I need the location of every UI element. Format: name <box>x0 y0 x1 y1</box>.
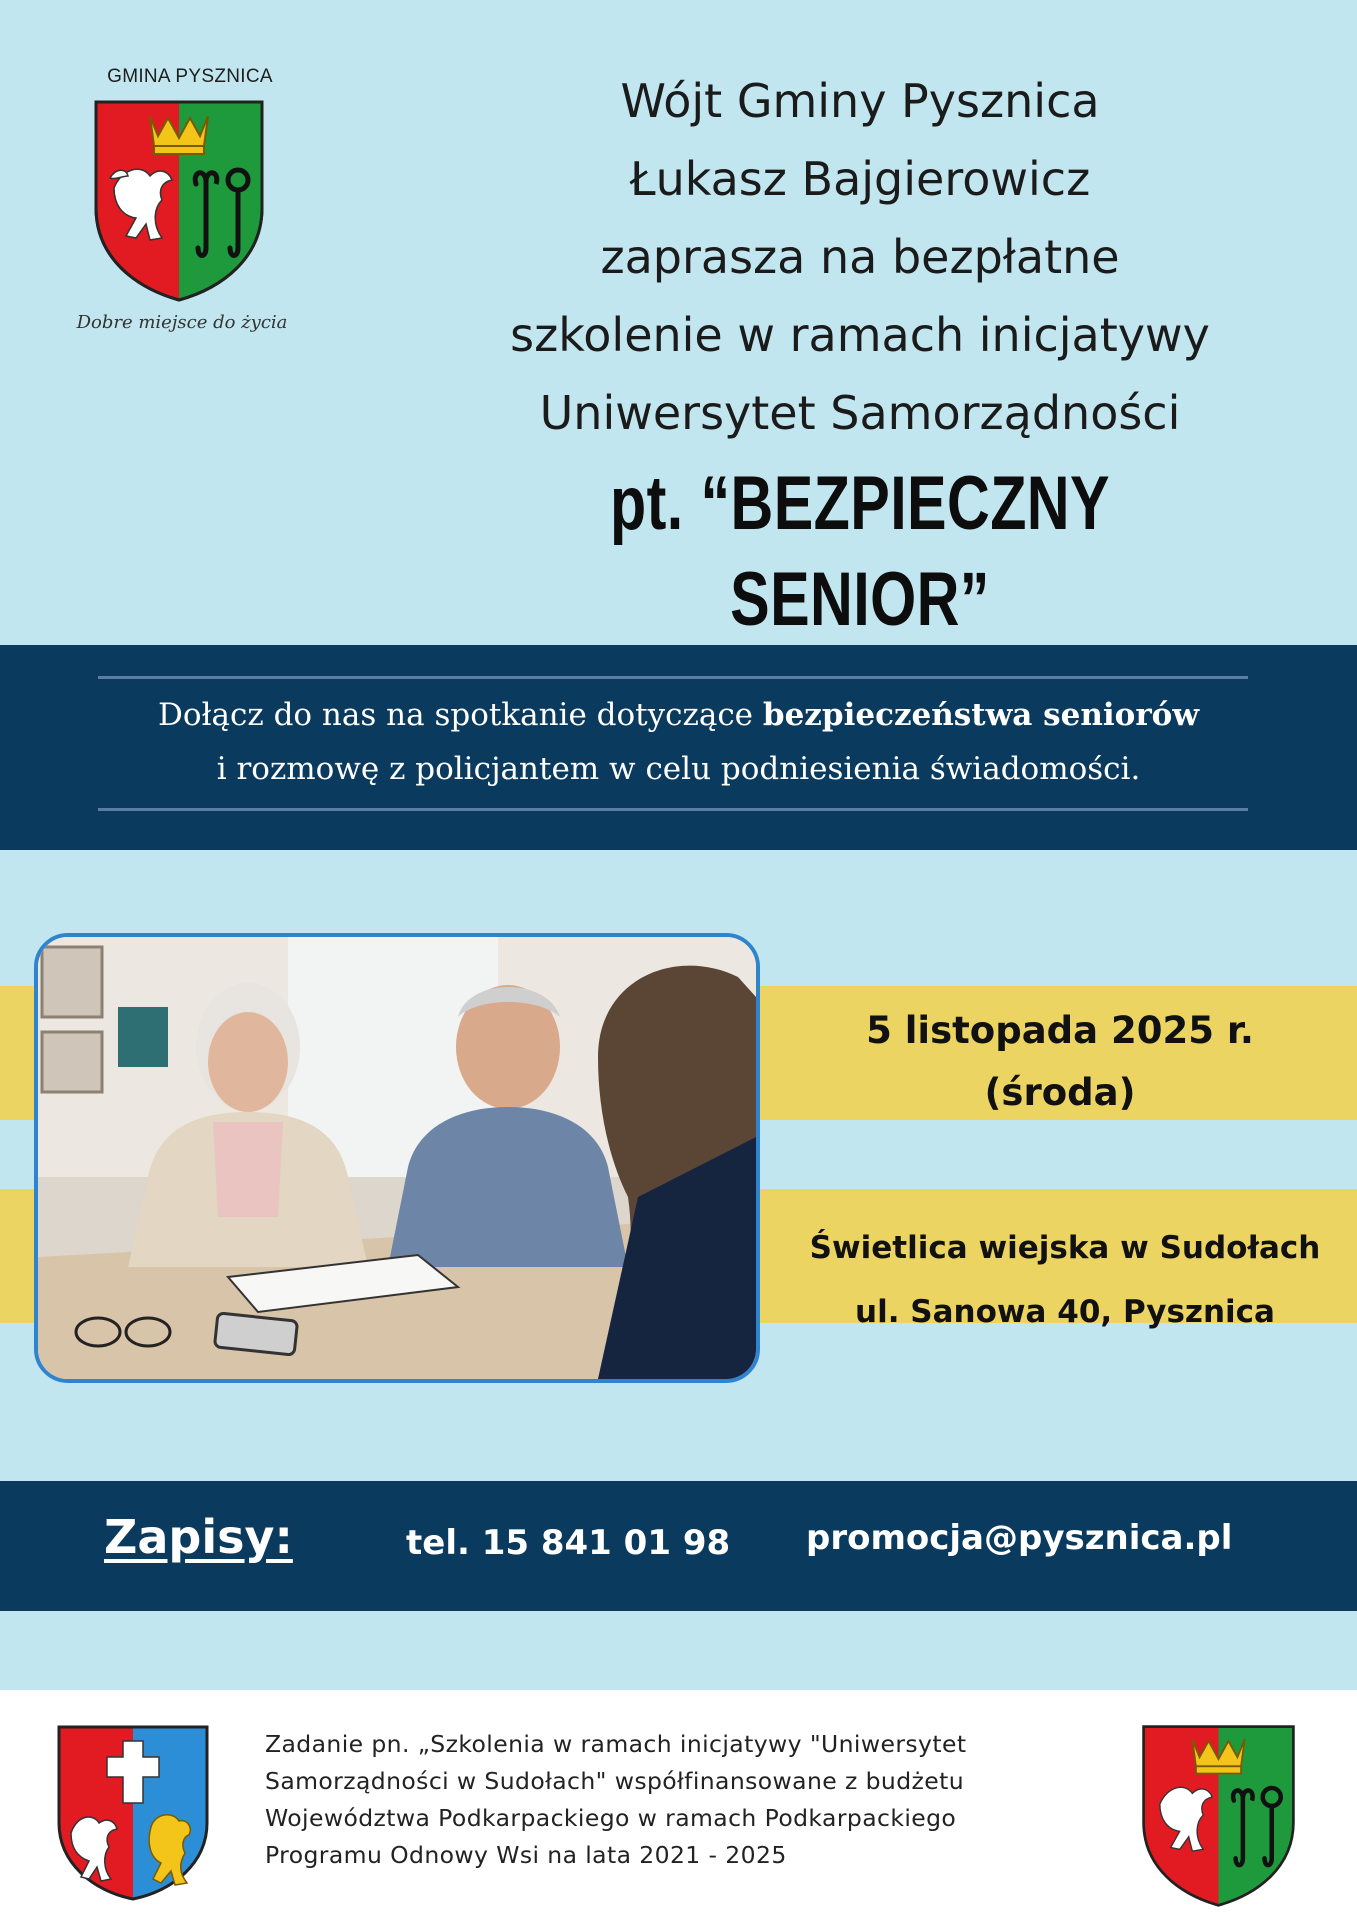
heading-line-3: zaprasza na bezpłatne <box>600 230 1120 284</box>
podkarpackie-crest-icon <box>55 1723 211 1903</box>
funding-note-line-3: Województwa Podkarpackiego w ramach Podkarpackiego <box>265 1804 957 1832</box>
contact-phone[interactable]: tel. 15 841 01 98 <box>406 1523 731 1563</box>
funding-note <box>265 1726 1105 1874</box>
funding-note-line-4: Programu Odnowy Wsi na lata 2021 - 2025 <box>265 1841 787 1869</box>
event-location <box>780 1216 1350 1344</box>
event-weekday: (środa) <box>984 1071 1136 1114</box>
event-address: ul. Sanowa 40, Pysznica <box>855 1294 1275 1330</box>
invite-text <box>40 688 1317 796</box>
funding-note-line-2: Samorządności w Sudołach" współfinansowane z budżetu <box>265 1767 965 1795</box>
event-date <box>780 1000 1340 1124</box>
municipality-motto: Dobre miejsce do życia <box>76 312 288 333</box>
contact-email[interactable]: promocja@pysznica.pl <box>806 1518 1233 1558</box>
invitation-heading <box>420 62 1300 648</box>
municipality-name: GMINA PYSZNICA <box>107 66 273 87</box>
divider-bottom <box>98 808 1248 811</box>
invite-text-part-1: Dołącz do nas na spotkanie dotyczące <box>157 697 763 733</box>
signup-label: Zapisy: <box>104 1510 293 1564</box>
gmina-pysznica-crest-footer-icon <box>1136 1723 1301 1908</box>
heading-line-2: Łukasz Bajgierowicz <box>629 152 1091 206</box>
invite-text-line-2: i rozmowę z policjantem w celu podniesienia świadomości. <box>216 751 1141 787</box>
heading-line-5: Uniwersytet Samorządności <box>539 386 1181 440</box>
gmina-pysznica-crest-icon <box>92 98 266 303</box>
invite-text-emphasis: bezpieczeństwa seniorów <box>762 697 1200 733</box>
heading-line-4: szkolenie w ramach inicjatywy <box>510 308 1210 362</box>
heading-line-1: Wójt Gminy Pysznica <box>620 74 1100 128</box>
funding-note-line-1: Zadanie pn. „Szkolenia w ramach inicjatywy "Uniwersytet <box>265 1730 967 1758</box>
event-venue: Świetlica wiejska w Sudołach <box>809 1230 1321 1266</box>
seniors-meeting-photo <box>34 933 760 1383</box>
event-title: pt. “BEZPIECZNY SENIOR” <box>610 461 1110 642</box>
photo-illustration <box>38 937 756 1379</box>
event-date-value: 5 listopada 2025 r. <box>866 1009 1254 1052</box>
divider-top <box>98 676 1248 679</box>
